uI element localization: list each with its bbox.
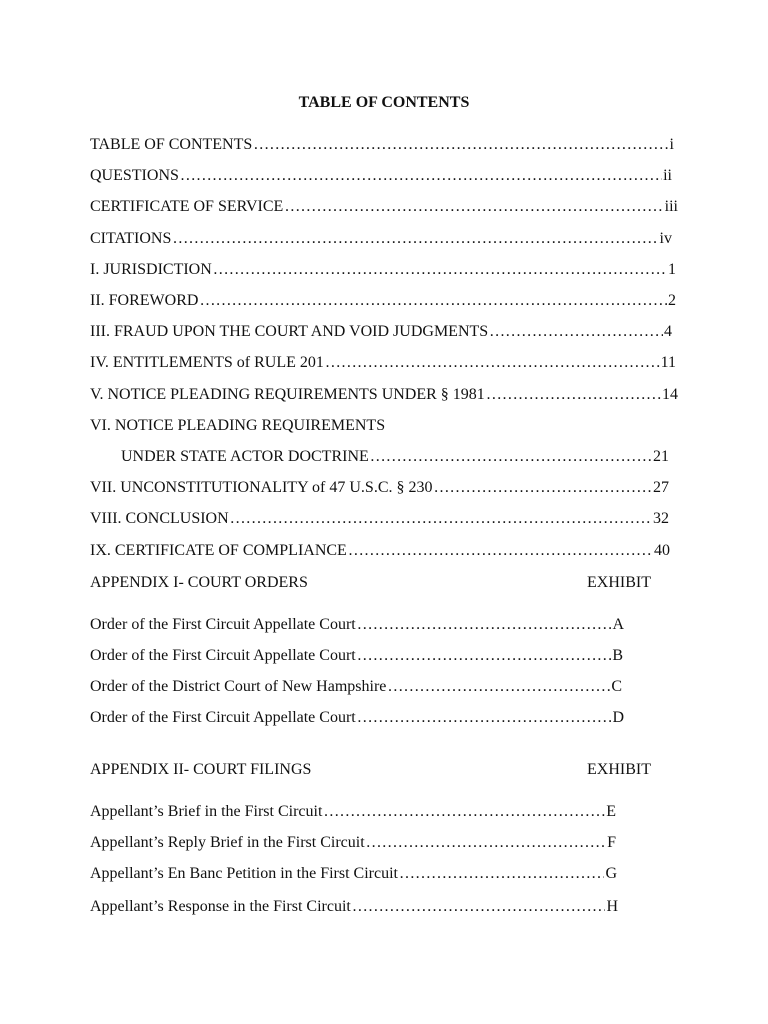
appendix-item-exhibit: D: [612, 709, 624, 726]
toc-entry-label: V. NOTICE PLEADING REQUIREMENTS UNDER § 1981: [90, 386, 485, 403]
toc-entry-label: II. FOREWORD: [90, 292, 199, 309]
appendix-item-label: Order of the First Circuit Appellate Court: [90, 616, 356, 633]
leader-dots: [172, 229, 658, 249]
toc-entry: [90, 260, 676, 280]
leader-dots: [366, 833, 606, 853]
appendix-item: [90, 833, 616, 853]
toc-entry-page: 40: [654, 542, 670, 559]
appendix-1-exhibit-label: EXHIBIT: [587, 574, 651, 591]
toc-entry-page: i: [669, 136, 674, 153]
toc-entry: [90, 229, 672, 249]
appendix-item-label: Appellant’s Brief in the First Circuit: [90, 803, 323, 820]
appendix-2-heading: APPENDIX II- COURT FILINGS: [90, 761, 312, 778]
appendix-item: [90, 897, 618, 917]
appendix-item-exhibit: E: [606, 803, 616, 820]
toc-entry-page: 4: [664, 323, 672, 340]
toc-entry-page: 1: [668, 261, 676, 278]
toc-entry-page: ii: [663, 167, 672, 184]
leader-dots: [370, 447, 652, 467]
leader-dots: [387, 677, 610, 697]
appendix-item-exhibit: A: [612, 616, 624, 633]
leader-dots: [348, 541, 653, 561]
leader-dots: [352, 897, 606, 917]
appendix-item-exhibit: F: [607, 834, 616, 851]
toc-entry: [90, 322, 672, 342]
toc-entry-page: iii: [664, 198, 678, 215]
toc-entry-page: 32: [653, 510, 669, 527]
page-title: TABLE OF CONTENTS: [298, 94, 470, 111]
toc-entry: [90, 135, 674, 155]
toc-entry-page: 2: [668, 292, 676, 309]
toc-entry-label: QUESTIONS: [90, 167, 179, 184]
toc-entry: [90, 197, 678, 217]
toc-entry: [90, 353, 676, 373]
appendix-item: [90, 864, 617, 884]
appendix-item: [90, 708, 624, 728]
toc-entry: [90, 478, 669, 498]
appendix-item: [90, 646, 623, 666]
appendix-item-label: Order of the First Circuit Appellate Court: [90, 647, 356, 664]
leader-dots: [180, 166, 662, 186]
toc-entry: [90, 291, 676, 311]
appendix-item-label: Appellant’s En Banc Petition in the First Circuit: [90, 865, 398, 882]
toc-entry-label: VII. UNCONSTITUTIONALITY of 47 U.S.C. § 230: [90, 479, 433, 496]
toc-entry: [90, 509, 669, 529]
appendix-item: [90, 802, 616, 822]
toc-entry-page: 21: [653, 448, 669, 465]
toc-entry-label: IX. CERTIFICATE OF COMPLIANCE: [90, 542, 347, 559]
leader-dots: [399, 864, 604, 884]
toc-entry-label: CITATIONS: [90, 230, 172, 247]
appendix-item-label: Appellant’s Response in the First Circuit: [90, 898, 351, 915]
toc-entry-label: VIII. CONCLUSION: [90, 510, 229, 527]
appendix-item-label: Order of the District Court of New Hampshire: [90, 678, 387, 695]
toc-entry-page: iv: [659, 230, 672, 247]
leader-dots: [489, 322, 663, 342]
appendix-item-exhibit: G: [605, 865, 617, 882]
leader-dots: [199, 291, 667, 311]
toc-entry-label: VI. NOTICE PLEADING REQUIREMENTS: [90, 417, 386, 434]
appendix-item-exhibit: H: [606, 898, 618, 915]
appendix-2-exhibit-label: EXHIBIT: [587, 761, 651, 778]
toc-entry: [90, 541, 670, 561]
leader-dots: [357, 615, 612, 635]
leader-dots: [284, 197, 663, 217]
toc-entry-label: III. FRAUD UPON THE COURT AND VOID JUDGMENTS: [90, 323, 489, 340]
toc-entry-label: IV. ENTITLEMENTS of RULE 201: [90, 354, 324, 371]
toc-entry-label: TABLE OF CONTENTS: [90, 136, 253, 153]
leader-dots: [357, 708, 612, 728]
leader-dots: [323, 802, 605, 822]
toc-entry: [90, 166, 672, 186]
leader-dots: [325, 353, 660, 373]
leader-dots: [213, 260, 667, 280]
toc-entry: [121, 447, 669, 467]
appendix-item-exhibit: B: [612, 647, 623, 664]
toc-entry-page: 14: [662, 386, 678, 403]
toc-entry-page: 27: [653, 479, 669, 496]
appendix-item-label: Appellant’s Reply Brief in the First Circuit: [90, 834, 365, 851]
toc-entry-label: UNDER STATE ACTOR DOCTRINE: [121, 448, 369, 465]
appendix-item-label: Order of the First Circuit Appellate Court: [90, 709, 356, 726]
toc-entry: [90, 385, 678, 405]
leader-dots: [253, 135, 668, 155]
toc-entry-label: I. JURISDICTION: [90, 261, 212, 278]
leader-dots: [486, 385, 661, 405]
toc-entry-page: 11: [660, 354, 676, 371]
appendix-item: [90, 615, 624, 635]
appendix-1-heading: APPENDIX I- COURT ORDERS: [90, 574, 308, 591]
leader-dots: [433, 478, 652, 498]
appendix-item-exhibit: C: [611, 678, 622, 695]
appendix-item: [90, 677, 622, 697]
leader-dots: [357, 646, 612, 666]
toc-entry-label: CERTIFICATE OF SERVICE: [90, 198, 284, 215]
leader-dots: [230, 509, 652, 529]
